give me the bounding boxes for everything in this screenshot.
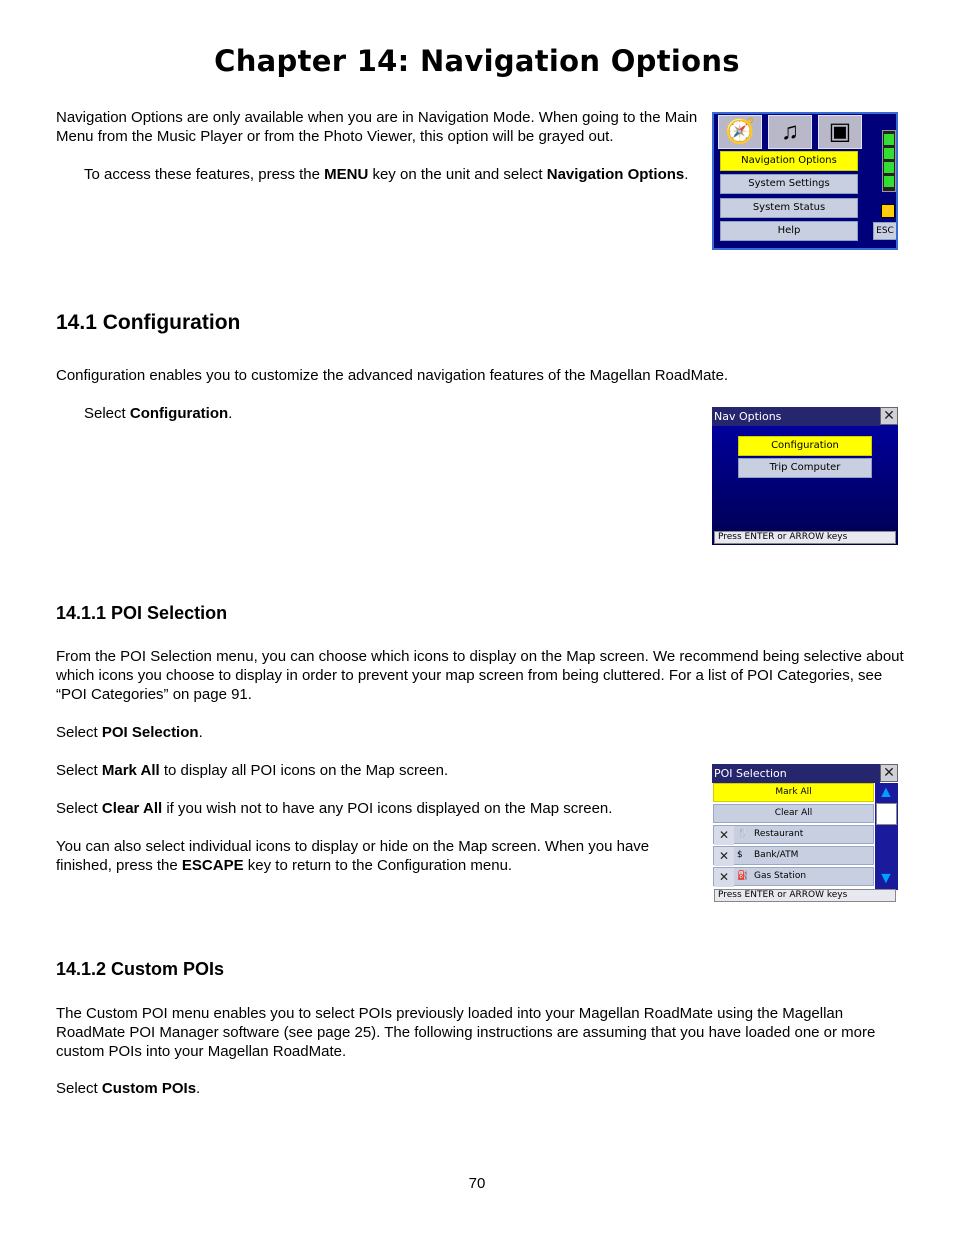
mark-all-instruction: Select Mark All to display all POI icons on the Map screen. [56, 762, 449, 779]
main-menu-screenshot [712, 112, 898, 250]
system-settings-button[interactable]: System Settings [720, 174, 858, 194]
photo-icon: ▣ [818, 115, 862, 149]
status-bar: Press ENTER or ARROW keys [714, 889, 896, 902]
poi-selection-title: POI Selection [712, 764, 880, 783]
page-number: 70 [468, 1175, 486, 1192]
poi-row-bank-atm[interactable]: ✕ $ Bank/ATM [713, 846, 874, 865]
checkbox-x-icon[interactable]: ✕ [714, 868, 734, 887]
gas-station-icon: ⛽ [737, 871, 749, 881]
configuration-instruction: Select Configuration. [84, 405, 233, 422]
mark-all-button[interactable]: Mark All [713, 783, 874, 802]
nav-options-title: Nav Options [712, 407, 880, 426]
scroll-up-arrow-icon[interactable]: ▲ [878, 784, 894, 801]
power-plug-icon: ⚡ [882, 206, 894, 216]
music-notes-icon: ♫ [768, 115, 812, 149]
close-icon[interactable]: ✕ [880, 764, 898, 782]
trip-computer-button[interactable]: Trip Computer [738, 458, 872, 478]
scroll-thumb[interactable] [876, 803, 897, 825]
system-status-button[interactable]: System Status [720, 198, 858, 218]
intro-paragraph: Navigation Options are only available when you are in Navigation Mode. When going to the Main Menu from the Music Player or from the Photo Viewer, this option will be grayed out. [56, 109, 698, 145]
restaurant-icon: 🍴 [737, 829, 749, 839]
navigation-options-button[interactable]: Navigation Options [720, 151, 858, 171]
poi-selection-screenshot [712, 764, 898, 902]
intro-instruction: To access these features, press the MENU key on the unit and select Navigation Options. [84, 166, 689, 183]
poi-selection-instruction: Select POI Selection. [56, 724, 203, 741]
custom-pois-instruction: Select Custom POIs. [56, 1080, 201, 1097]
esc-button[interactable]: ESC [873, 222, 897, 240]
poi-row-restaurant[interactable]: ✕ 🍴 Restaurant [713, 825, 874, 844]
clear-all-instruction: Select Clear All if you wish not to have any POI icons displayed on the Map screen. [56, 800, 613, 817]
status-bar: Press ENTER or ARROW keys [714, 531, 896, 544]
checkbox-x-icon[interactable]: ✕ [714, 826, 734, 845]
section-heading-configuration: 14.1 Configuration [56, 311, 241, 334]
checkbox-x-icon[interactable]: ✕ [714, 847, 734, 866]
help-button[interactable]: Help [720, 221, 858, 241]
nav-options-screenshot [712, 407, 898, 545]
scroll-down-arrow-icon[interactable]: ▼ [878, 870, 894, 887]
poi-row-gas-station[interactable]: ✕ ⛽ Gas Station [713, 867, 874, 886]
scrollbar[interactable] [875, 783, 898, 890]
chapter-title: Chapter 14: Navigation Options [214, 44, 740, 78]
configuration-paragraph: Configuration enables you to customize the advanced navigation features of the Magellan RoadMate. [56, 367, 729, 384]
custom-pois-paragraph: The Custom POI menu enables you to select POIs previously loaded into your Magellan RoadMate using the Magellan RoadMate POI Manager software (see page 25). The following instructions are assuming that you have loaded one or more custom POIs into your Magellan RoadMate. [56, 1005, 876, 1060]
section-heading-custom-pois: 14.1.2 Custom POIs [56, 959, 225, 979]
close-icon[interactable]: ✕ [880, 407, 898, 425]
poi-selection-paragraph: From the POI Selection menu, you can choose which icons to display on the Map screen. We recommend being selective about which icons you choose to display in order to prevent your map screen from being cluttered. For a list of POI Categories, see “POI Categories” on page 91. [56, 648, 904, 703]
configuration-button[interactable]: Configuration [738, 436, 872, 456]
section-heading-poi-selection: 14.1.1 POI Selection [56, 603, 228, 623]
clear-all-button[interactable]: Clear All [713, 804, 874, 823]
compass-icon: 🧭 [718, 115, 762, 149]
individual-icons-instruction: You can also select individual icons to display or hide on the Map screen. When you have finished, press the ESCAPE key to return to the Configuration menu. [56, 838, 650, 874]
battery-icon [882, 130, 896, 192]
bank-atm-icon: $ [737, 850, 743, 860]
